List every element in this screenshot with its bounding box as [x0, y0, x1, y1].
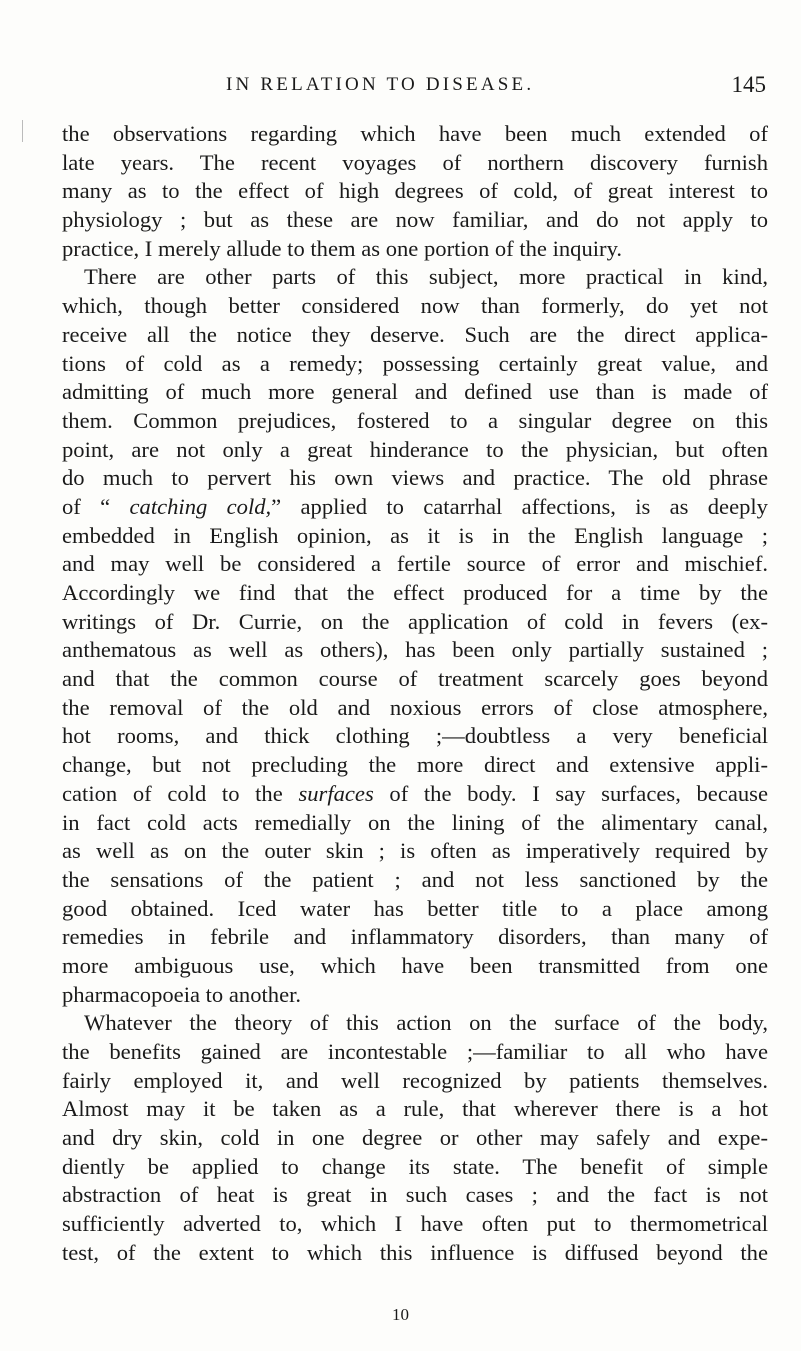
- text-line: diently be applied to change its state. The benefit of simple: [62, 1153, 768, 1179]
- text-line: as well as on the outer skin ; is often as imperatively required by: [62, 838, 768, 864]
- text-line: change, but not precluding the more direct and extensive appli-: [62, 752, 768, 778]
- text-line: sufficiently adverted to, which I have often put to thermometrical: [62, 1211, 768, 1237]
- text-line: them. Common prejudices, fostered to a singular degree on this: [62, 407, 768, 433]
- text-line: do much to pervert his own views and practice. The old phrase: [62, 465, 768, 491]
- text-line: Accordingly we find that the effect produced for a time by the: [62, 580, 768, 605]
- text-line: which, though better considered now than formerly, do yet not: [62, 293, 768, 319]
- text-line: fairly employed it, and well recognized by patients themselves.: [62, 1067, 768, 1093]
- text-line: late years. The recent voyages of northern discovery furnish: [62, 149, 768, 175]
- text-line: abstraction of heat is great in such cases ; and the fact is not: [62, 1182, 768, 1208]
- page-number: 145: [731, 72, 766, 97]
- text-line: the sensations of the patient ; and not less sanctioned by the: [62, 866, 768, 892]
- text-line: the benefits gained are incontestable ;—familiar to all who have: [62, 1039, 768, 1064]
- text-line: pharmacopoeia to another.: [62, 981, 302, 1007]
- text-line: the removal of the old and noxious errors of close atmosphere,: [62, 694, 768, 720]
- text-line: and dry skin, cold in one degree or other may safely and expe-: [62, 1125, 768, 1151]
- signature-mark: 10: [392, 1305, 409, 1324]
- text-line: tions of cold as a remedy; possessing certainly great value, and: [62, 350, 768, 376]
- text-line: Almost may it be taken as a rule, that wherever there is a hot: [62, 1096, 768, 1122]
- text-line: cation of cold to the surfaces of the body. I say surfaces, because: [62, 780, 769, 806]
- margin-mark: [22, 120, 23, 142]
- text-line: many as to the effect of high degrees of cold, of great interest to: [62, 178, 768, 204]
- text-line: practice, I merely allude to them as one portion of the inquiry.: [62, 235, 623, 261]
- text-line: the observations regarding which have been much extended of: [62, 121, 768, 146]
- running-head: [226, 74, 766, 104]
- text-line: point, are not only a great hinderance to the physician, but often: [62, 436, 768, 462]
- text-line: There are other parts of this subject, more practical in kind,: [84, 264, 768, 290]
- text-line: physiology ; but as these are now familiar, and do not apply to: [62, 207, 768, 233]
- text-line: hot rooms, and thick clothing ;—doubtless a very beneficial: [62, 723, 768, 749]
- text-line: embedded in English opinion, as it is in the English language ;: [62, 522, 768, 548]
- text-line: more ambiguous use, which have been transmitted from one: [62, 952, 768, 978]
- text-line: test, of the extent to which this influence is diffused beyond the: [62, 1239, 768, 1265]
- body-text: [62, 120, 768, 1268]
- text-line: anthematous as well as others), has been only partially sustained ;: [62, 637, 768, 663]
- text-line: and that the common course of treatment scarcely goes beyond: [62, 666, 768, 692]
- text-line: Whatever the theory of this action on the surface of the body,: [84, 1010, 768, 1036]
- running-title: IN RELATION TO DISEASE.: [226, 74, 535, 95]
- text-line: in fact cold acts remedially on the lining of the alimentary canal,: [62, 809, 768, 835]
- text-line: receive all the notice they deserve. Such are the direct applica-: [62, 321, 768, 347]
- text-line: of “ catching cold,” applied to catarrhal affections, is as deeply: [62, 493, 768, 519]
- text-line: admitting of much more general and defined use than is made of: [62, 379, 768, 405]
- text-line: good obtained. Iced water has better title to a place among: [62, 895, 768, 921]
- text-line: and may well be considered a fertile source of error and mischief.: [62, 551, 768, 577]
- text-line: writings of Dr. Currie, on the application of cold in fevers (ex-: [62, 608, 768, 634]
- text-line: remedies in febrile and inflammatory disorders, than many of: [62, 924, 768, 950]
